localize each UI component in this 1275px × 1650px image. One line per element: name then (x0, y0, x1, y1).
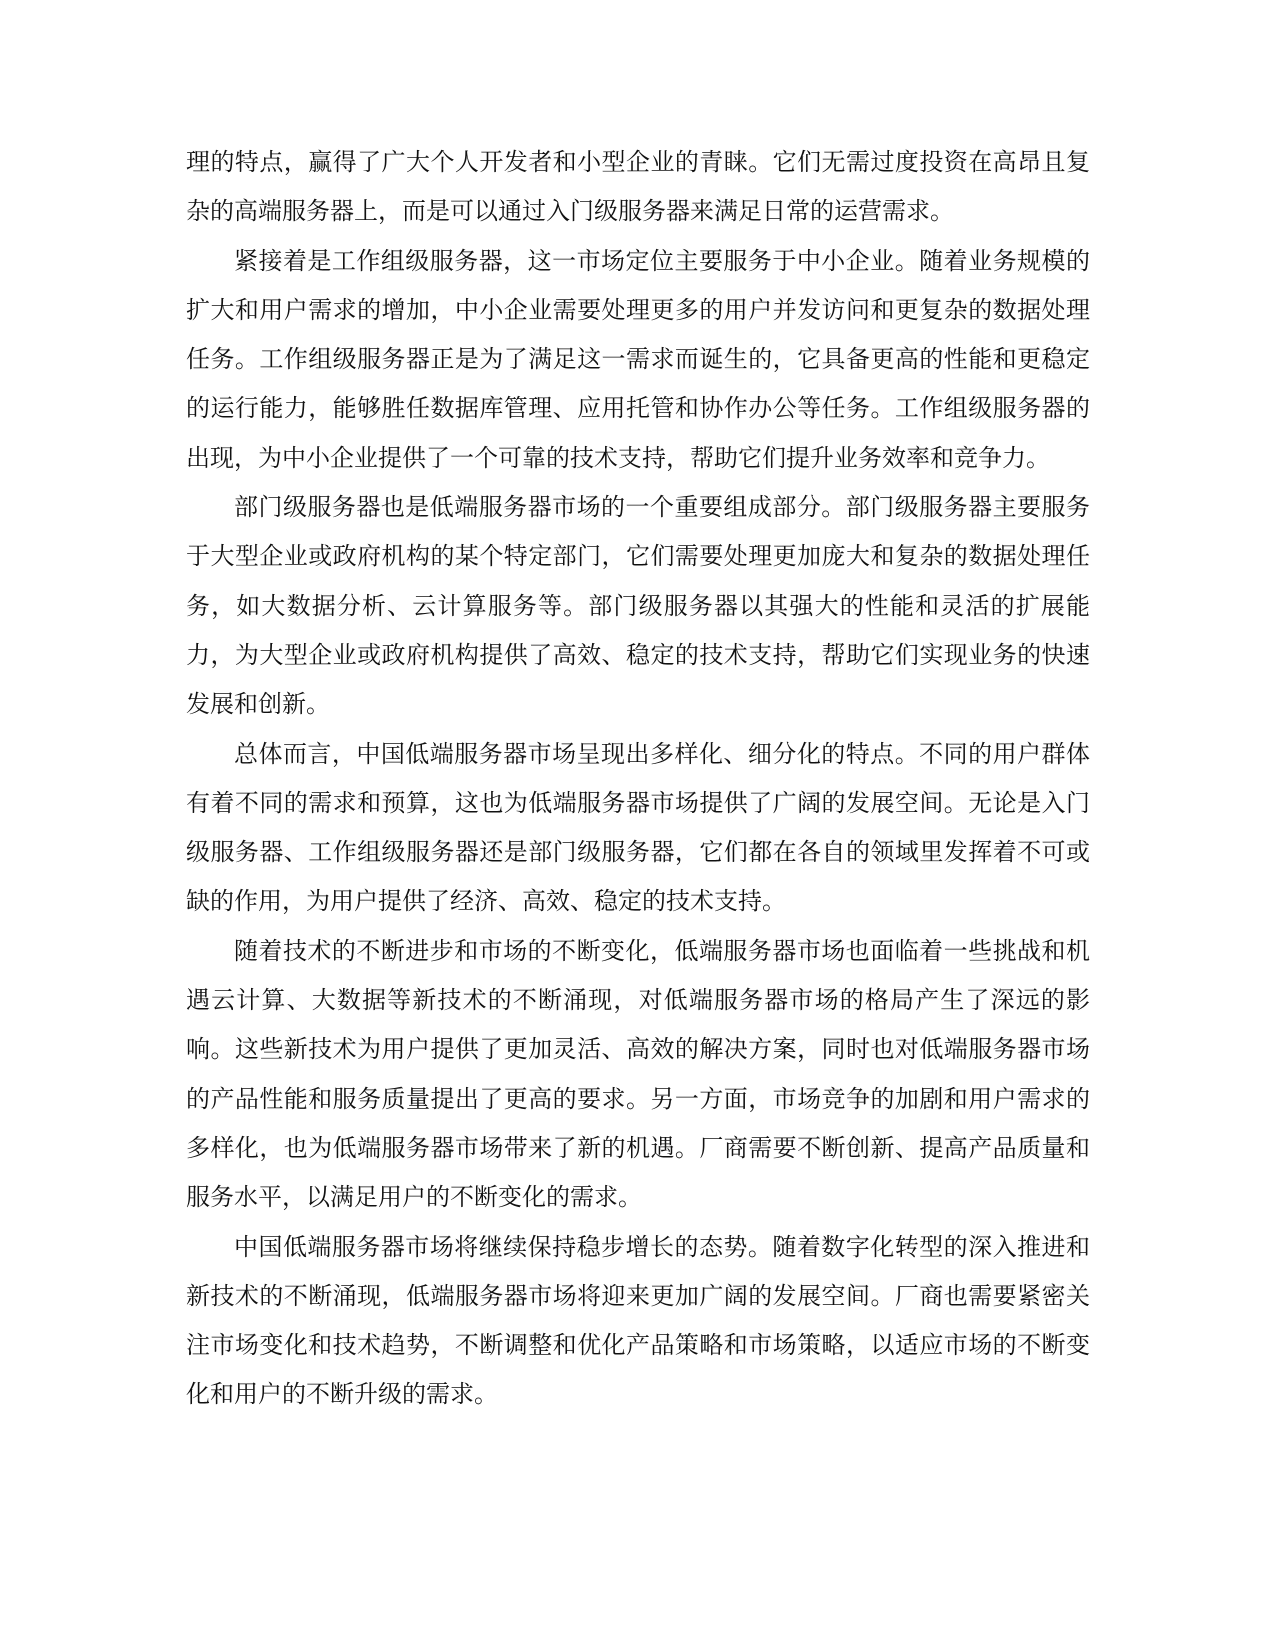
paragraph-continuation: 理的特点，赢得了广大个人开发者和小型企业的青睐。它们无需过度投资在高昂且复杂的高端服务器上，而是可以通过入门级服务器来满足日常的运营需求。 (186, 148, 1090, 226)
paragraph-market-overview: 总体而言，中国低端服务器市场呈现出多样化、细分化的特点。不同的用户群体有着不同的需求和预算，这也为低端服务器市场提供了广阔的发展空间。无论是入门级服务器、工作组级服务器还是部门级服务器，它们都在各自的领域里发挥着不可或缺的作用，为用户提供了经济、高效、稳定的技术支持。 (186, 739, 1090, 916)
paragraph-challenges-opportunities: 随着技术的不断进步和市场的不断变化，低端服务器市场也面临着一些挑战和机遇云计算、大数据等新技术的不断涌现，对低端服务器市场的格局产生了深远的影响。这些新技术为用户提供了更加灵活、高效的解决方案，同时也对低端服务器市场的产品性能和服务质量提出了更高的要求。另一方面，市场竞争的加剧和用户需求的多样化，也为低端服务器市场带来了新的机遇。厂商需要不断创新、提高产品质量和服务水平，以满足用户的不断变化的需求。 (186, 936, 1090, 1212)
paragraph-outlook: 中国低端服务器市场将继续保持稳步增长的态势。随着数字化转型的深入推进和新技术的不断涌现，低端服务器市场将迎来更加广阔的发展空间。厂商也需要紧密关注市场变化和技术趋势，不断调整和优化产品策略和市场策略，以适应市场的不断变化和用户的不断升级的需求。 (186, 1232, 1090, 1409)
document-body (186, 138, 1090, 1420)
paragraph-workgroup-servers: 紧接着是工作组级服务器，这一市场定位主要服务于中小企业。随着业务规模的扩大和用户需求的增加，中小企业需要处理更多的用户并发访问和更复杂的数据处理任务。工作组级服务器正是为了满足这一需求而诞生的，它具备更高的性能和更稳定的运行能力，能够胜任数据库管理、应用托管和协作办公等任务。工作组级服务器的出现，为中小企业提供了一个可靠的技术支持，帮助它们提升业务效率和竞争力。 (186, 246, 1090, 472)
paragraph-department-servers: 部门级服务器也是低端服务器市场的一个重要组成部分。部门级服务器主要服务于大型企业或政府机构的某个特定部门，它们需要处理更加庞大和复杂的数据处理任务，如大数据分析、云计算服务等。部门级服务器以其强大的性能和灵活的扩展能力，为大型企业或政府机构提供了高效、稳定的技术支持，帮助它们实现业务的快速发展和创新。 (186, 493, 1090, 719)
